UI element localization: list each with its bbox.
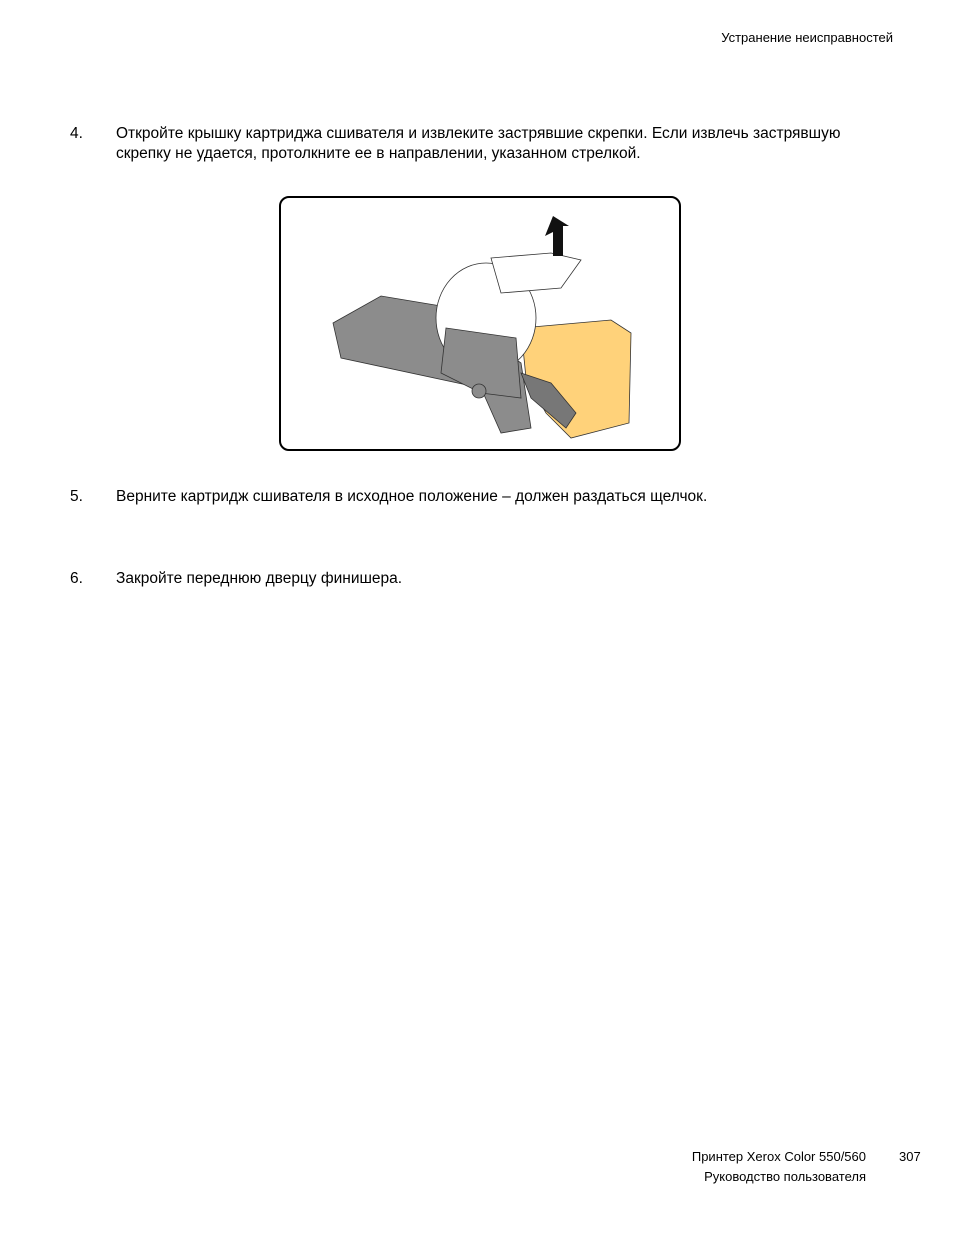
step-text: Откройте крышку картриджа сшивателя и извлеките застрявшие скрепки. Если извлечь застрявшую скрепку не удается, протолкните ее в направлении, указанном стрелкой. xyxy=(116,125,841,162)
step-number: 4. xyxy=(70,125,83,142)
step-number: 5. xyxy=(70,488,83,505)
staple-cartridge-illustration xyxy=(279,196,681,451)
page-number: 307 xyxy=(899,1149,921,1164)
step-number: 6. xyxy=(70,570,83,587)
step-text: Закройте переднюю дверцу финишера. xyxy=(116,570,403,587)
footer-product: Принтер Xerox Color 550/560 xyxy=(691,1149,866,1164)
running-header: Устранение неисправностей xyxy=(721,30,893,45)
footer-guide: Руководство пользователя xyxy=(704,1169,866,1184)
arrow-up-icon xyxy=(545,216,569,256)
step-text: Верните картридж сшивателя в исходное положение – должен раздаться щелчок. xyxy=(116,488,708,505)
